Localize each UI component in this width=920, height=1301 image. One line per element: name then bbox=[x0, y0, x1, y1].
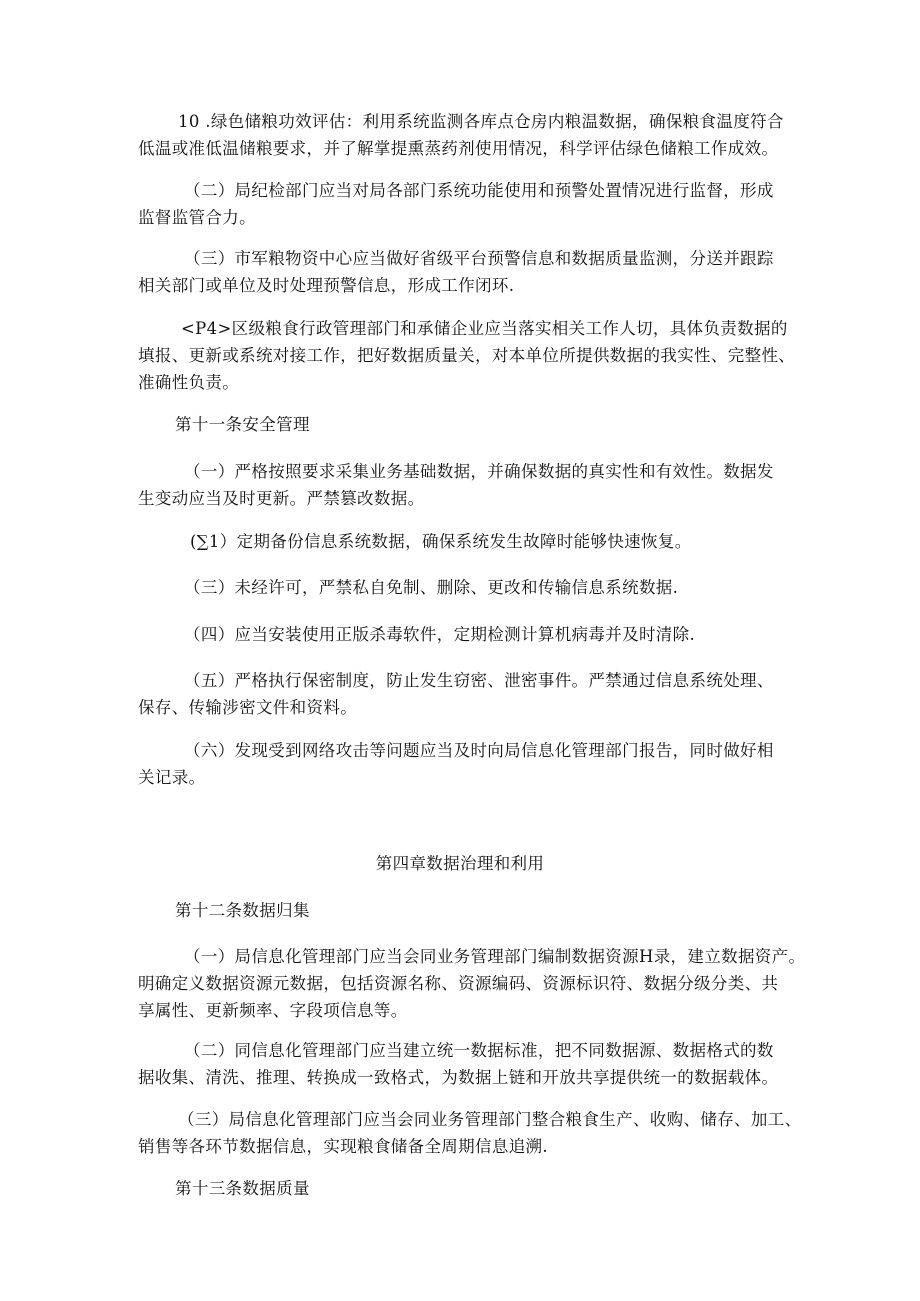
text-line: 填报、更新或系统对接工作，把好数据质量关，对本单位所提供数据的我实性、完整性、 bbox=[138, 346, 796, 365]
paragraph-data-catalog bbox=[138, 943, 806, 1024]
text-line: <P4>区级粮食行政管理部门和承储企业应当落实相关工作人切，具体负责数据的 bbox=[181, 319, 788, 338]
paragraph-confidentiality bbox=[138, 667, 788, 721]
text-line: 相关部门或单位及时处理预警信息，形成工作闭环. bbox=[138, 276, 515, 295]
text-line: (∑1）定期备份信息系统数据，确保系统发生故障时能够快速恢复。 bbox=[190, 532, 692, 551]
paragraph-antivirus bbox=[138, 621, 788, 648]
text-line: 据收集、清洗、推理、转换成一致格式，为数据上链和开放共享提供统一的数据载体。 bbox=[138, 1068, 779, 1087]
text-line: 10 .绿色储粮功效评估：利用系统监测各库点仓房内粮温数据，确保粮食温度符合 bbox=[178, 112, 784, 131]
text-line: 第十三条数据质量 bbox=[175, 1179, 310, 1198]
paragraph-green-storage-assessment bbox=[138, 108, 788, 162]
text-line: 明确定义数据资源元数据，包括资源名称、资源编码、资源标识符、数据分级分类、共 bbox=[138, 974, 779, 993]
text-line: （二）局纪检部门应当对局各部门系统功能使用和预警处置情况进行监督，形成 bbox=[184, 181, 774, 200]
text-line: 准确性负责。 bbox=[138, 373, 240, 392]
text-line: （一）严格按照要求采集业务基础数据，并确保数据的真实性和有效性。数据发 bbox=[184, 462, 774, 481]
text-line: 享属性、更新频率、字段项信息等。 bbox=[138, 1001, 408, 1020]
text-line: 第十二条数据归集 bbox=[175, 901, 310, 920]
paragraph-data-standard bbox=[138, 1037, 788, 1091]
text-line: （三）未经许可，严禁私自免制、删除、更改和传输信息系统数据. bbox=[184, 578, 679, 597]
text-line: 销售等各环节数据信息，实现粮食储备全周期信息追溯. bbox=[138, 1137, 548, 1156]
text-line: 保存、传输涉密文件和资料。 bbox=[138, 698, 358, 717]
article-heading-security bbox=[138, 411, 788, 438]
text-line: （三）市军粮物资中心应当做好省级平台预警信息和数据质量监测，分送并跟踪 bbox=[184, 249, 774, 268]
paragraph-no-unauthorized-changes bbox=[138, 574, 788, 601]
paragraph-military-grain-center bbox=[138, 245, 788, 299]
paragraph-data-collection bbox=[138, 458, 788, 512]
text-line: （四）应当安装使用正版杀毒软件，定期检测计算机病毒并及时清除. bbox=[184, 625, 696, 644]
paragraph-network-attack bbox=[138, 737, 788, 791]
paragraph-data-integration bbox=[138, 1106, 802, 1160]
text-line: 监督监管合力。 bbox=[138, 208, 256, 227]
chapter-title: 第四章数据治理和利用 bbox=[375, 854, 545, 873]
text-line: 生变动应当及时更新。严禁篡改数据。 bbox=[138, 489, 425, 508]
text-line: （一）局信息化管理部门应当会同业务管理部门编制数据资源H录，建立数据资产。 bbox=[184, 947, 806, 966]
text-line: （二）同信息化管理部门应当建立统一数据标准，把不同数据源、数据格式的数 bbox=[184, 1041, 774, 1060]
text-line: （六）发现受到网络攻击等问题应当及时向局信息化管理部门报告，同时做好相 bbox=[184, 741, 774, 760]
text-line: （五）严格执行保密制度，防止发生窃密、泄密事件。严禁通过信息系统处理、 bbox=[184, 671, 774, 690]
text-line: 关记录。 bbox=[138, 768, 206, 787]
paragraph-discipline-supervision bbox=[138, 177, 788, 231]
paragraph-district-responsibility bbox=[138, 315, 796, 396]
article-heading-data-aggregation bbox=[138, 897, 788, 924]
paragraph-backup bbox=[138, 528, 788, 555]
text-line: 低温或准低温储粮要求，并了解掌提熏蒸药剂使用情况，科学评估绿色储粮工作成效。 bbox=[138, 139, 779, 158]
text-line: （三）局信息化管理部门应当会同业务管理部门整合粮食生产、收购、储存、加工、 bbox=[178, 1110, 802, 1129]
text-line: 第十一条安全管理 bbox=[175, 415, 310, 434]
article-heading-data-quality bbox=[138, 1175, 788, 1202]
